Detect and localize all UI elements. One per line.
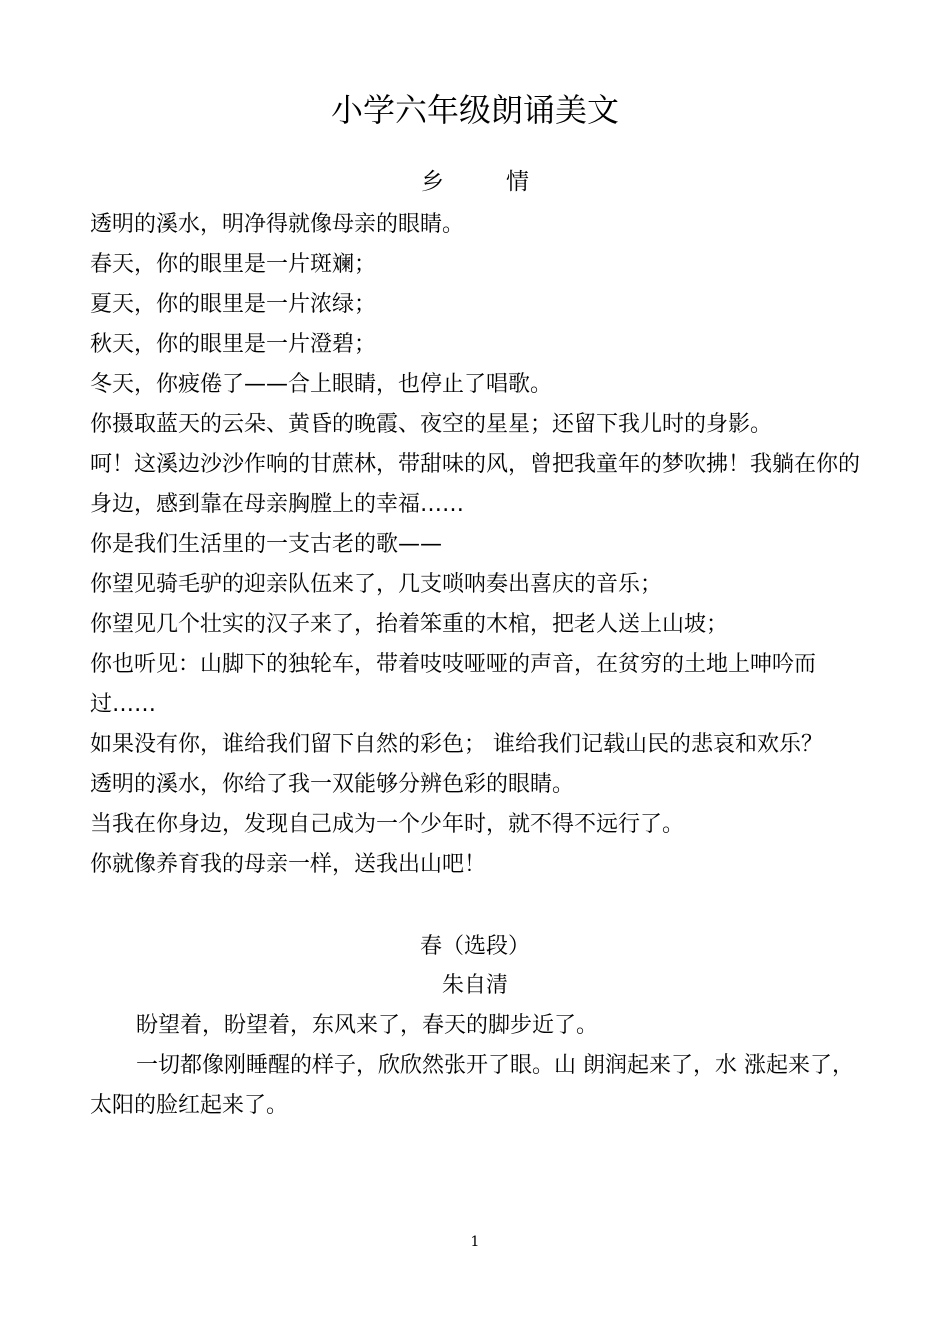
poem-line: 透明的溪水，你给了我一双能够分辨色彩的眼睛。 [90, 772, 575, 797]
page-number: 1 [470, 1234, 480, 1250]
poem-line: 当我在你身边，发现自己成为一个少年时，就不得不远行了。 [90, 812, 685, 837]
poem-line: 如果没有你，谁给我们留下自然的彩色； 谁给我们记载山民的悲哀和欢乐？ [90, 732, 823, 757]
poem-line: 你望见骑毛驴的迎亲队伍来了，几支唢呐奏出喜庆的音乐； [90, 572, 663, 597]
spring-paragraph: 一切都像刚睡醒的样子，欣欣然张开了眼。山 朗润起来了，水 涨起来了，太阳的脸红起来了。 [90, 1053, 854, 1118]
poem-title-part1: 乡 [421, 169, 444, 195]
spring-author: 朱自清 [441, 973, 508, 998]
poem-line: 呵！这溪边沙沙作响的甘蔗林，带甜味的风，曾把我童年的梦吹拂！我躺在你的身边，感到靠在母亲胸膛上的幸福…… [90, 452, 861, 517]
poem-line: 春天，你的眼里是一片斑斓； [90, 252, 377, 277]
spring-body [90, 1006, 860, 1126]
poem-line: 你也听见：山脚下的独轮车，带着吱吱哑哑的声音，在贫穷的土地上呻吟而过…… [90, 652, 817, 717]
poem-title-part2: 情 [506, 169, 529, 195]
poem-body [90, 205, 860, 885]
poem-line: 你是我们生活里的一支古老的歌—— [90, 532, 443, 557]
poem-line: 你摄取蓝天的云朵、黄昏的晚霞、夜空的星星；还留下我儿时的身影。 [90, 412, 773, 437]
poem-line: 你望见几个壮实的汉子来了，抬着笨重的木棺，把老人送上山坡； [90, 612, 729, 637]
spring-paragraph: 盼望着，盼望着，东风来了，春天的脚步近了。 [136, 1013, 599, 1038]
spring-title: 春（选段） [419, 934, 530, 959]
poem-line: 你就像养育我的母亲一样，送我出山吧！ [90, 852, 487, 877]
poem-line: 透明的溪水，明净得就像母亲的眼睛。 [90, 212, 465, 237]
poem-line: 夏天，你的眼里是一片浓绿； [90, 292, 377, 317]
poem-title [0, 164, 950, 200]
poem-line: 冬天，你疲倦了——合上眼睛，也停止了唱歌。 [90, 372, 553, 397]
poem-line: 秋天，你的眼里是一片澄碧； [90, 332, 377, 357]
document-title: 小学六年级朗诵美文 [330, 91, 619, 129]
